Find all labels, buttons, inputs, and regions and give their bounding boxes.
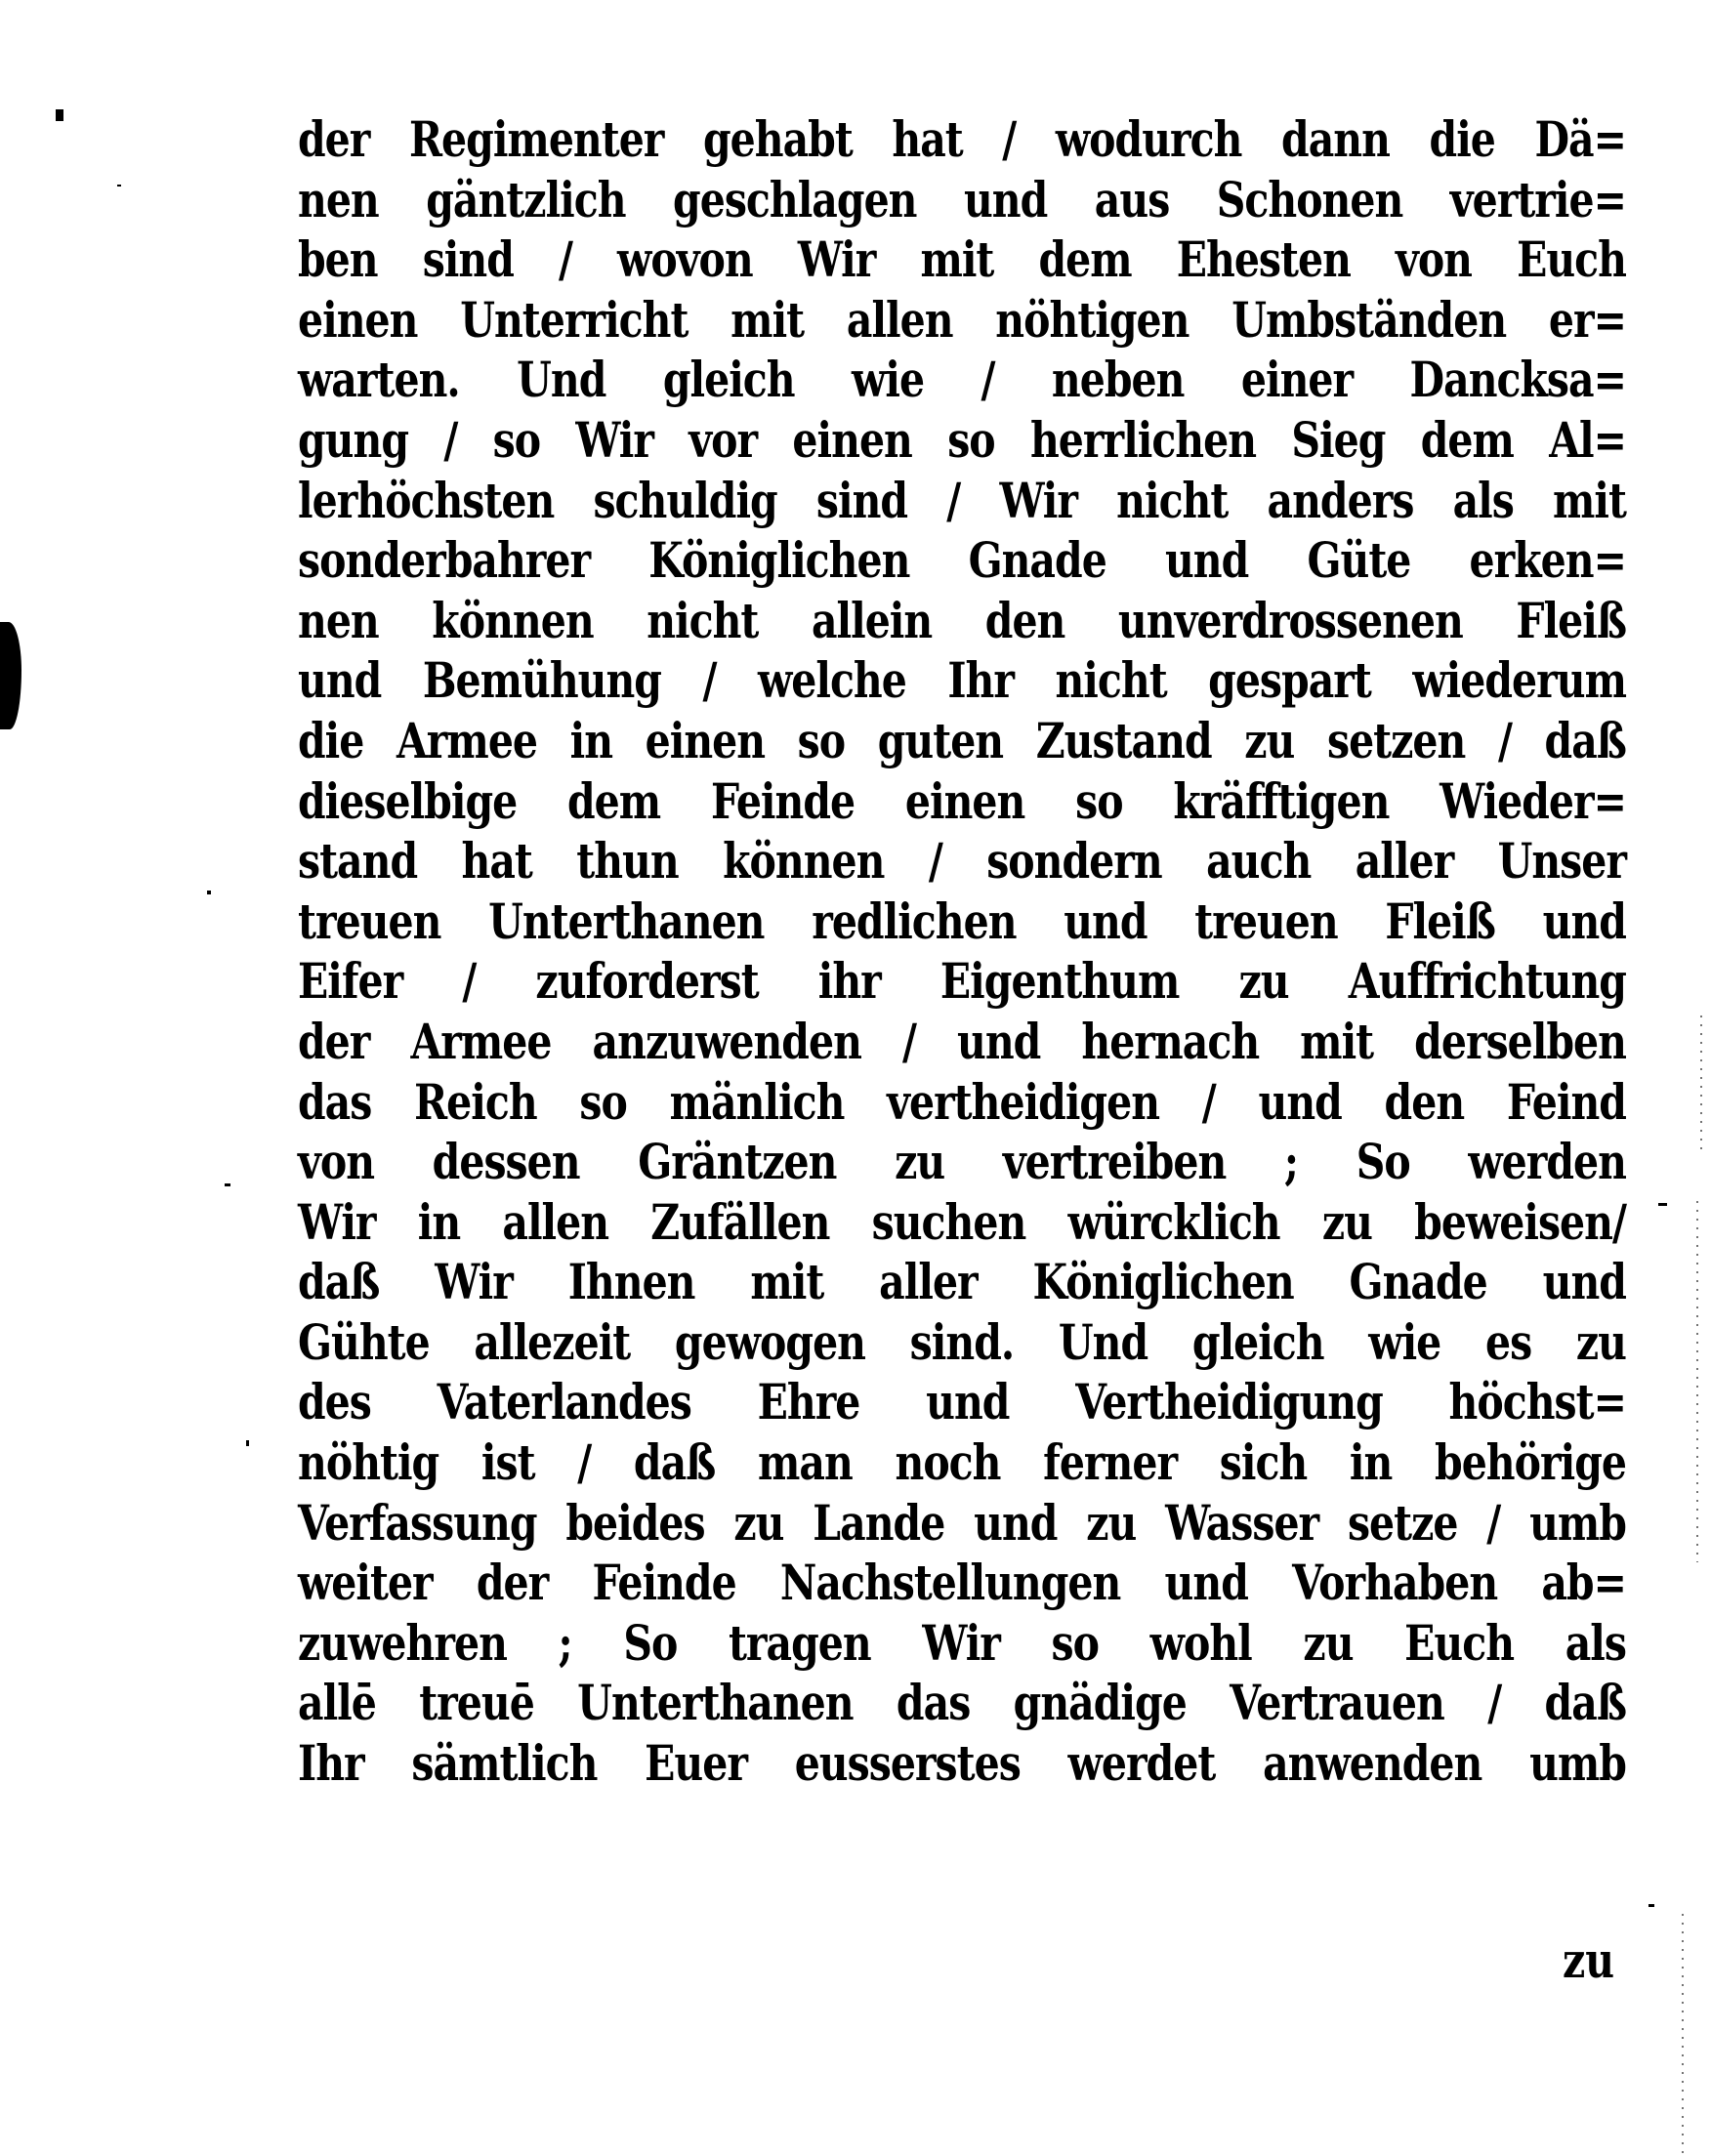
text-line: treuen Unterthanen redlichen und treuen Fleiß und	[298, 891, 1626, 950]
catchword: zu	[1563, 1931, 1615, 1989]
text-line: dieselbige dem Feinde einen so kräfftigen Wieder=	[298, 771, 1626, 830]
text-line: von dessen Gräntzen zu vertreiben ; So werden	[298, 1133, 1626, 1191]
text-line: lerhöchsten schuldig sind / Wir nicht anders als mit	[298, 471, 1626, 529]
text-line: Wir in allen Zufällen suchen würcklich zu beweisen/	[298, 1192, 1626, 1251]
text-line: und Bemühung / welche Ihr nicht gespart wiederum	[298, 651, 1626, 710]
text-line: Eifer / zuforderst ihr Eigenthum zu Auffrichtung	[298, 952, 1626, 1011]
text-line: des Vaterlandes Ehre und Vertheidigung höchst=	[298, 1373, 1626, 1431]
text-line: das Reich so mänlich vertheidigen / und den Feind	[298, 1072, 1626, 1131]
text-line: allē treuē Unterthanen das gnädige Vertrauen / daß	[298, 1674, 1626, 1732]
text-line: Ihr sämtlich Euer eusserstes werdet anwenden umb	[298, 1734, 1626, 1793]
ink-speck	[207, 891, 211, 894]
text-line: nen können nicht allein den unverdrossenen Fleiß	[298, 591, 1626, 649]
ink-speck	[117, 185, 121, 187]
text-line: der Regimenter gehabt hat / wodurch dann die Dä=	[298, 110, 1626, 168]
text-line: gung / so Wir vor einen so herrlichen Sieg dem Al=	[298, 410, 1626, 469]
text-line: weiter der Feinde Nachstellungen und Vorhaben ab=	[298, 1554, 1626, 1612]
text-line: warten. Und gleich wie / neben einer Dancksa=	[298, 351, 1626, 409]
text-line: zuwehren ; So tragen Wir so wohl zu Euch als	[298, 1613, 1626, 1672]
text-line: die Armee in einen so guten Zustand zu setzen / daß	[298, 711, 1626, 769]
text-line: ben sind / wovon Wir mit dem Ehesten von Euch	[298, 230, 1626, 289]
text-line: nöhtig ist / daß man noch ferner sich in behörige	[298, 1433, 1626, 1492]
ink-blot-left-edge	[0, 622, 21, 729]
text-line: der Armee anzuwenden / und hernach mit derselben	[298, 1012, 1626, 1070]
text-line: sonderbahrer Königlichen Gnade und Güte erken=	[298, 531, 1626, 590]
text-line: stand hat thun können / sondern auch aller Unser	[298, 832, 1626, 891]
page-edge-noise	[1682, 1914, 1684, 2156]
text-line: daß Wir Ihnen mit aller Königlichen Gnade und	[298, 1253, 1626, 1311]
ink-speck	[56, 109, 63, 121]
text-line: Verfassung beides zu Lande und zu Wasser setze / umb	[298, 1493, 1626, 1552]
text-line: nen gäntzlich geschlagen und aus Schonen vertrie=	[298, 170, 1626, 228]
ink-speck	[225, 1183, 230, 1186]
text-line: einen Unterricht mit allen nöhtigen Umbständen er=	[298, 290, 1626, 349]
page-edge-noise	[1696, 1201, 1698, 1562]
margin-mark	[1648, 1904, 1654, 1907]
page-edge-noise	[1700, 1016, 1702, 1152]
ink-speck	[246, 1440, 249, 1446]
body-text	[298, 109, 1626, 1794]
text-line: Gühte allezeit gewogen sind. Und gleich wie es zu	[298, 1312, 1626, 1371]
margin-mark	[1658, 1203, 1667, 1206]
